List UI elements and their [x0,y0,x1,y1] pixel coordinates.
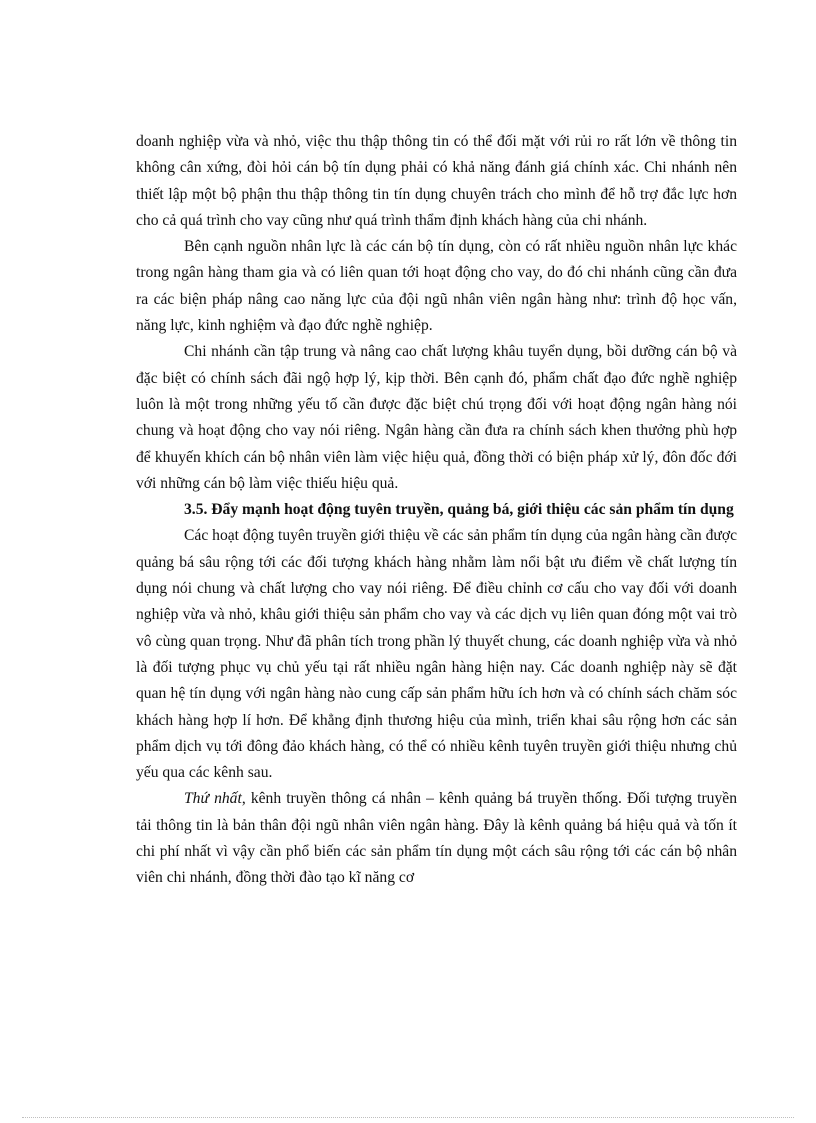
paragraph-2: Bên cạnh nguồn nhân lực là các cán bộ tín dụng, còn có rất nhiều nguồn nhân lực khác trong ngân hàng tham gia và có liên quan tới hoạt động cho vay, do đó chi nhánh cũng cần đưa ra các biện pháp nâng cao năng lực của đội ngũ nhân viên ngân hàng như: trình độ học vấn, năng lực, kinh nghiệm và đạo đức nghề nghiệp. [136,238,737,335]
section-heading: 3.5. Đẩy mạnh hoạt động tuyên truyền, quảng bá, giới thiệu các sản phẩm tín dụng [184,501,734,519]
paragraph-4: Các hoạt động tuyên truyền giới thiệu về các sản phẩm tín dụng của ngân hàng cần được quảng bá sâu rộng tới các đối tượng khách hàng nhằm làm nổi bật ưu điểm về chất lượng tín dụng nói chung và chất lượng cho vay nói riêng. Để điều chỉnh cơ cấu cho vay đối với doanh nghiệp vừa và nhỏ, khâu giới thiệu sản phẩm cho vay và các dịch vụ liên quan đóng một vai trò vô cùng quan trọng. Như đã phân tích trong phần lý thuyết chung, các doanh nghiệp vừa và nhỏ là đối tượng phục vụ chủ yếu tại rất nhiều ngân hàng hiện nay. Các doanh nghiệp này sẽ đặt quan hệ tín dụng với ngân hàng nào cung cấp sản phẩm hữu ích hơn và có chính sách chăm sóc khách hàng hợp lí hơn. Để khẳng định thương hiệu của mình, triển khai sâu rộng hơn các sản phẩm dịch vụ tới đông đảo khách hàng, có thể có nhiều kênh tuyên truyền giới thiệu nhưng chủ yếu qua các kênh sau. [136,527,737,782]
document-page [136,129,737,892]
paragraph-5-text: , kênh truyền thông cá nhân – kênh quảng bá truyền thống. Đối tượng truyền tải thông tin là bản thân đội ngũ nhân viên ngân hàng. Đây là kênh quảng bá hiệu quả và tốn ít chi phí nhất vì vậy cần phổ biến các sản phẩm tín dụng một cách sâu rộng tới các cán bộ nhân viên chi nhánh, đồng thời đào tạo kĩ năng cơ [136,790,737,887]
paragraph-5 [136,786,737,891]
paragraph-1: doanh nghiệp vừa và nhỏ, việc thu thập thông tin có thể đối mặt với rủi ro rất lớn về thông tin không cân xứng, đòi hỏi cán bộ tín dụng phải có khả năng đánh giá chính xác. Chi nhánh nên thiết lập một bộ phận thu thập thông tin tín dụng chuyên trách cho mình để hỗ trợ đắc lực hơn cho cả quá trình cho vay cũng như quá trình thẩm định khách hàng của chi nhánh. [136,133,737,229]
italic-lead: Thứ nhất [184,790,242,808]
footer-divider [22,1117,794,1118]
paragraph-3: Chi nhánh cần tập trung và nâng cao chất lượng khâu tuyển dụng, bồi dưỡng cán bộ và đặc biệt có chính sách đãi ngộ hợp lý, kịp thời. Bên cạnh đó, phẩm chất đạo đức nghề nghiệp luôn là một trong những yếu tố cần được đặc biệt chú trọng đối với hoạt động ngân hàng nói chung và hoạt động cho vay nói riêng. Ngân hàng cần đưa ra chính sách khen thưởng phù hợp để khuyến khích cán bộ nhân viên làm việc hiệu quả, đồng thời có biện pháp xử lý, đôn đốc đới với những cán bộ làm việc thiếu hiệu quả. [136,343,737,492]
